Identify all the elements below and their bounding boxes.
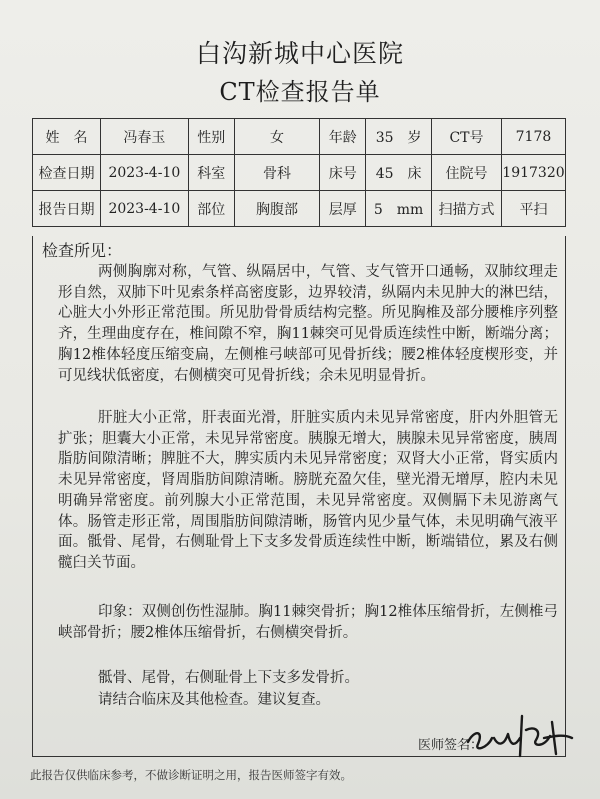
value-sex: 女 xyxy=(234,119,320,155)
hospital-name: 白沟新城中心医院 xyxy=(195,39,404,68)
value-report-date: 2023-4-10 xyxy=(100,191,188,227)
findings-paragraph-abdomen: 肝脏大小正常，肝表面光滑，肝脏实质内未见异常密度，肝内外胆管无扩张；胆囊大小正常，未见异常密度。胰腺无增大，胰腺未见异常密度，胰周脂肪间隙清晰；脾脏不大，脾实质内未见异常密度；双肾大小正常，肾实质内未见异常密度，肾周脂肪间隙清晰。膀胱充盈欠佳，壁光滑无增厚，腔内未见明确异常密度。前列腺大小正常范围，未见异常密度。双侧膈下未见游离气体。肠管走形正常，周围脂肪间隙清晰，肠管内见少量气体，未见明确气液平面。骶骨、尾骨，右侧耻骨上下支多发骨质连续性中断，断端错位，累及右侧髋臼关节面。 xyxy=(58,410,558,571)
label-scan-mode: 扫描方式 xyxy=(432,191,502,227)
signature-label: 医师签名： xyxy=(418,738,484,753)
footer-disclaimer: 此报告仅供临床参考，不做诊断证明之用，报告医师签字有效。 xyxy=(30,768,352,782)
label-age: 年龄 xyxy=(320,119,366,155)
label-ct-number: CT号 xyxy=(432,119,502,155)
info-row-3 xyxy=(33,191,566,227)
label-exam-date: 检查日期 xyxy=(33,155,101,191)
info-row-2 xyxy=(33,155,566,191)
value-name: 冯春玉 xyxy=(100,119,188,155)
findings-paragraph-chest: 两侧胸廓对称，气管、纵隔居中，气管、支气管开口通畅，双肺纹理走形自然，双肺下叶见索条样高密度影，边界较清，纵隔内未见肿大的淋巴结，心脏大小外形正常范围。所见肋骨骨质结构完整。所见胸椎及部分腰椎序列整齐，生理曲度存在，椎间隙不窄，胸11棘突可见骨质连续性中断，断端分离；胸12椎体轻度压缩变扁，左侧椎弓峡部可见骨折线；腰2椎体轻度楔形变，并可见线状低密度，右侧横突可见骨折线；余未见明显骨折。 xyxy=(58,264,558,384)
physician-signature xyxy=(464,708,574,768)
label-slice-thickness: 层厚 xyxy=(320,191,366,227)
value-slice-thickness: 5 mm xyxy=(366,191,432,227)
patient-info-table xyxy=(32,118,566,227)
value-inpatient-number: 1917320 xyxy=(501,155,565,191)
impression-paragraph: 印象：双侧创伤性湿肺。胸11棘突骨折；胸12椎体压缩骨折，左侧椎弓峡部骨折；腰2椎体压缩骨折，右侧横突骨折。 xyxy=(58,604,558,641)
label-name: 姓 名 xyxy=(33,119,101,155)
value-exam-date: 2023-4-10 xyxy=(100,155,188,191)
info-row-1 xyxy=(33,119,566,155)
findings-label: 检查所见： xyxy=(42,241,123,260)
value-ct-number: 7178 xyxy=(501,119,565,155)
value-bed: 45 床 xyxy=(366,155,432,191)
value-scan-mode: 平扫 xyxy=(501,191,565,227)
impression-advice: 请结合临床及其他检查。建议复查。 xyxy=(98,692,330,708)
label-department: 科室 xyxy=(188,155,234,191)
value-department: 骨科 xyxy=(234,155,320,191)
label-sex: 性别 xyxy=(188,119,234,155)
report-title: CT检查报告单 xyxy=(219,78,381,106)
label-bed: 床号 xyxy=(320,155,366,191)
value-age: 35 岁 xyxy=(366,119,432,155)
label-inpatient-number: 住院号 xyxy=(432,155,502,191)
impression-pelvis: 骶骨、尾骨，右侧耻骨上下支多发骨折。 xyxy=(98,670,359,686)
value-site: 胸腹部 xyxy=(234,191,320,227)
label-report-date: 报告日期 xyxy=(33,191,101,227)
label-site: 部位 xyxy=(188,191,234,227)
